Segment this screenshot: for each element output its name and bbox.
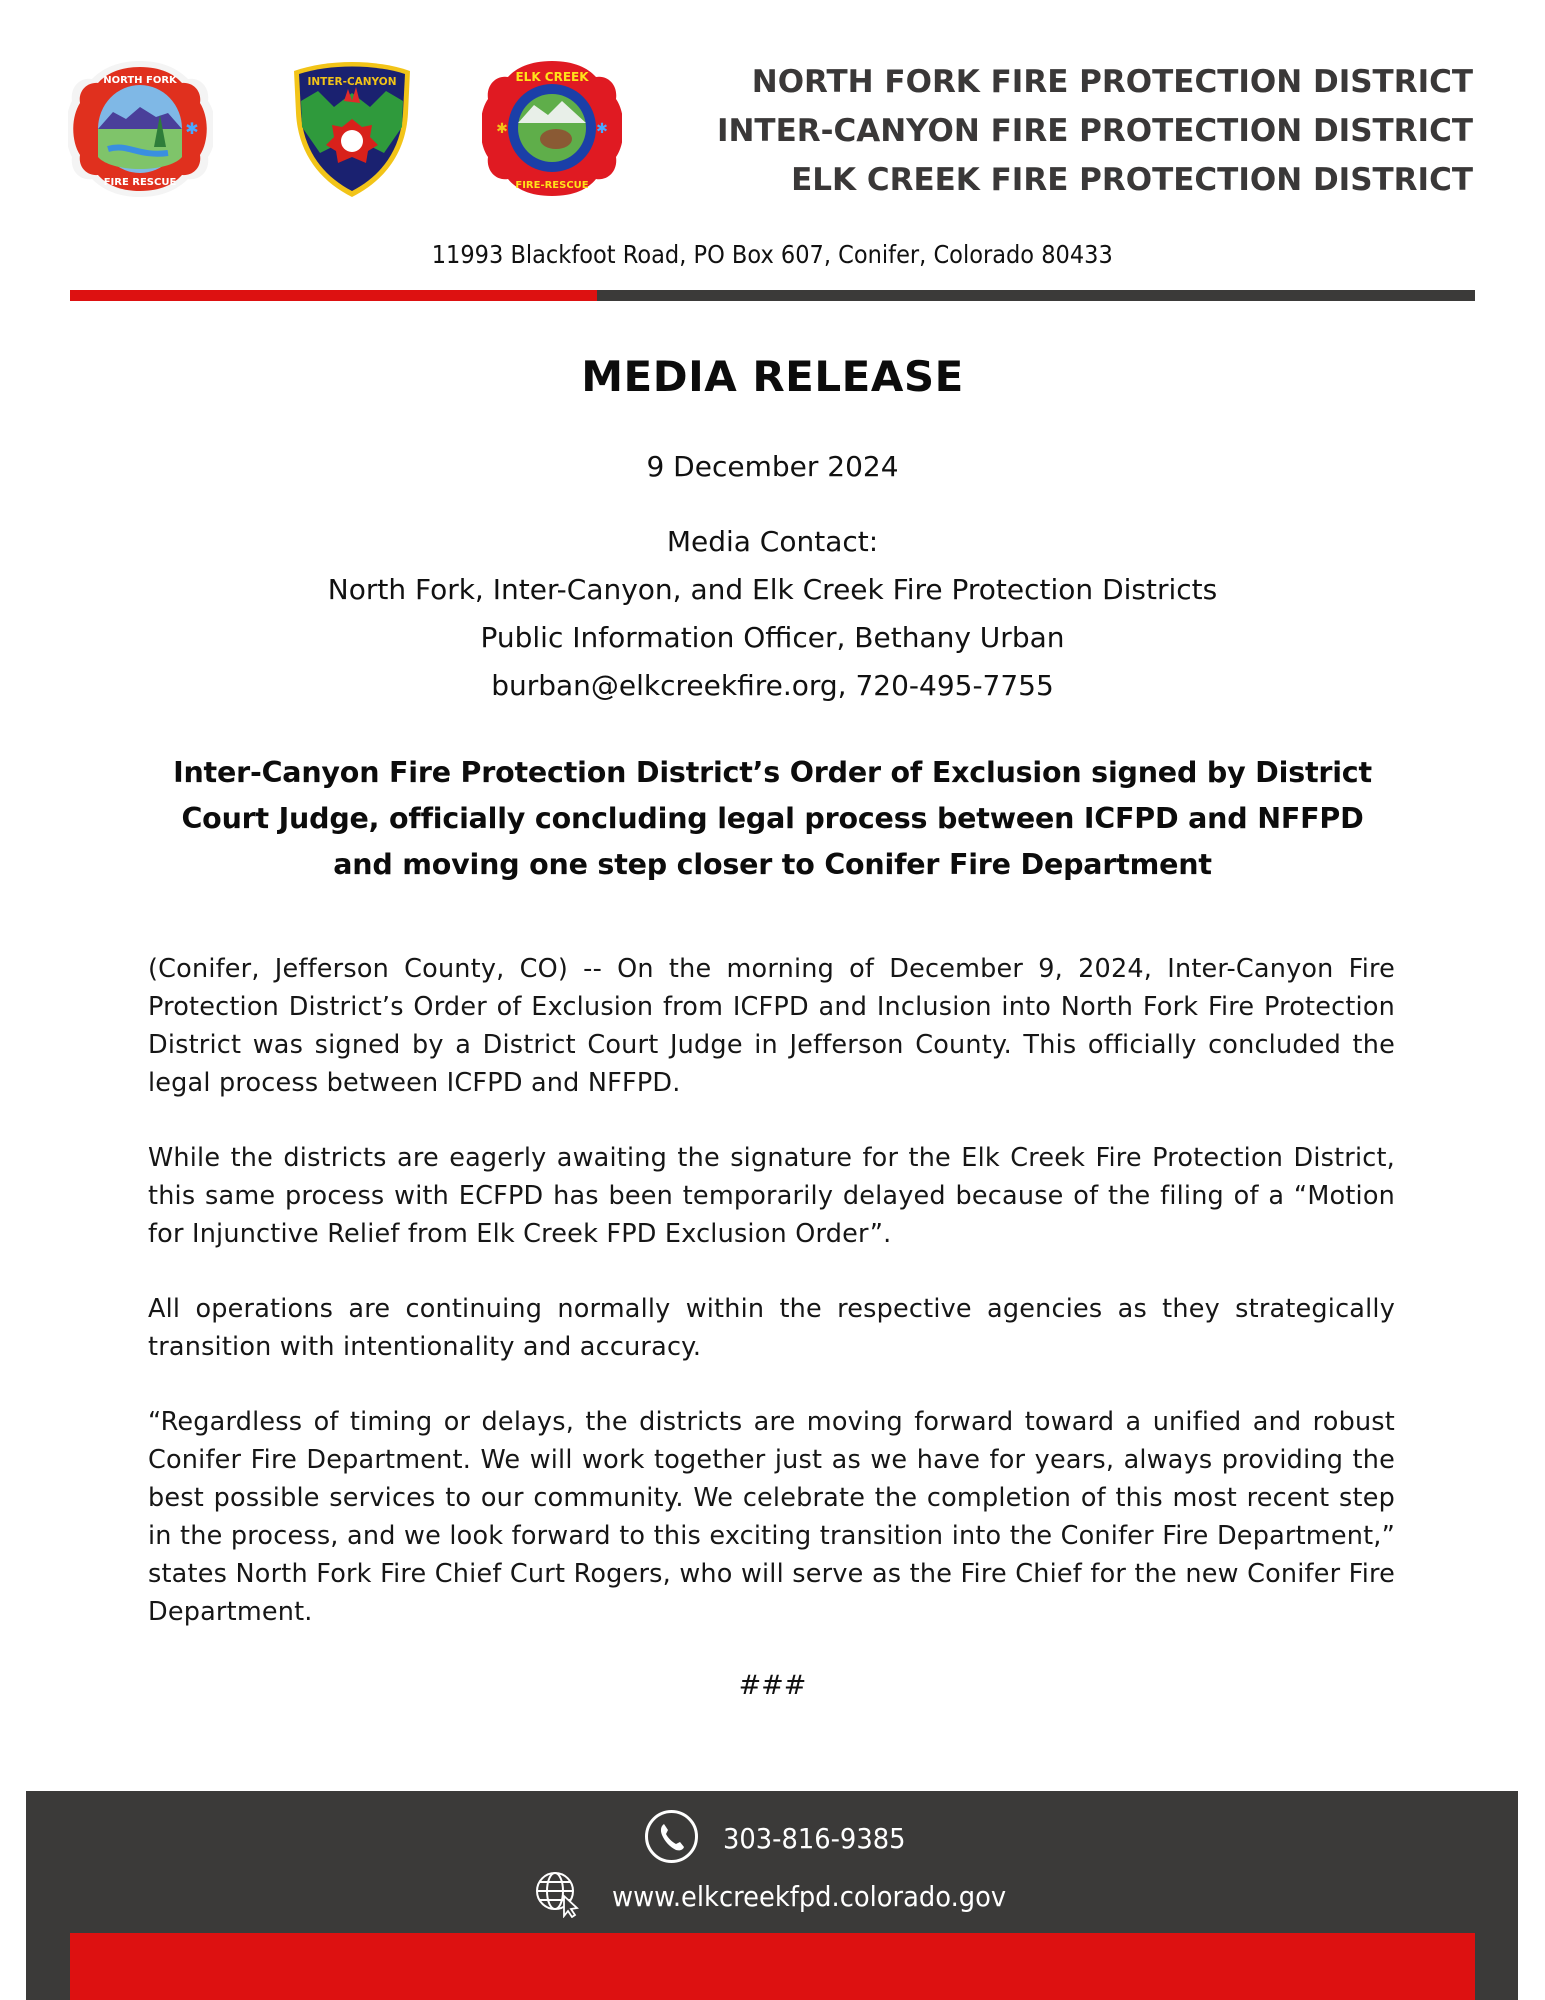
body-paragraph: All operations are continuing normally within the respective agencies as they strategically transition with intentionality and accuracy. <box>148 1294 1395 1362</box>
north-fork-logo <box>68 57 213 200</box>
svg-text:✱: ✱ <box>185 121 199 138</box>
svg-text:FIRE-RESCUE: FIRE-RESCUE <box>515 180 589 191</box>
elk-creek-logo <box>482 57 622 200</box>
mailing-address: 11993 Blackfoot Road, PO Box 607, Conifer, Colorado 80433 <box>431 240 1113 269</box>
page-title: MEDIA RELEASE <box>581 352 964 401</box>
media-contact-email-phone: burban@elkcreekfire.org, 720-495-7755 <box>491 669 1054 702</box>
footer-red-band <box>70 1933 1475 2000</box>
body-paragraph: (Conifer, Jefferson County, CO) -- On the morning of December 9, 2024, Inter-Canyon Fire Protection District’s Order of Exclusion from ICFPD and Inclusion into North Fork Fire Protection District was signed by a District Court Judge in Jefferson County. This officially concluded the legal process between ICFPD and NFFPD. <box>148 954 1395 1098</box>
svg-text:✱: ✱ <box>496 120 508 136</box>
district-name-inter-canyon: INTER-CANYON FIRE PROTECTION DISTRICT <box>716 113 1473 149</box>
footer-phone[interactable] <box>644 1809 921 1868</box>
body-paragraph: While the districts are eagerly awaiting the signature for the Elk Creek Fire Protection District, this same process with ECFPD has been temporarily delayed because of the filing of a “Motion for Injunctive Relief from Elk Creek FPD Exclusion Order”. <box>148 1143 1395 1249</box>
body-paragraph: “Regardless of timing or delays, the districts are moving forward toward a unified and robust Conifer Fire Department. We will work together just as we have for years, always providing the best possible services to our community. We celebrate the completion of this most recent step in the process, and we look forward to this exciting transition into the Conifer Fire Department,” states North Fork Fire Chief Curt Rogers, who will serve as the Fire Chief for the new Conifer Fire Department. <box>148 1407 1395 1627</box>
district-name-elk-creek: ELK CREEK FIRE PROTECTION DISTRICT <box>791 162 1473 198</box>
maltese-cross-badge-icon <box>68 57 213 200</box>
svg-text:✱: ✱ <box>596 120 608 136</box>
release-body <box>148 950 1395 1668</box>
svg-text:INTER-CANYON: INTER-CANYON <box>307 76 397 88</box>
end-mark: ### <box>738 1670 807 1701</box>
district-name-north-fork: NORTH FORK FIRE PROTECTION DISTRICT <box>751 64 1473 100</box>
district-names <box>717 58 1473 205</box>
media-contact-org: North Fork, Inter-Canyon, and Elk Creek Fire Protection Districts <box>327 573 1218 606</box>
header-divider-dark <box>597 290 1475 301</box>
maltese-cross-badge-icon <box>482 57 622 200</box>
release-date: 9 December 2024 <box>646 450 899 483</box>
header-divider-red <box>70 290 597 301</box>
svg-text:NORTH FORK: NORTH FORK <box>103 75 177 86</box>
media-contact <box>0 518 1545 710</box>
footer-phone-text: 303-816-9385 <box>723 1822 906 1855</box>
media-contact-label: Media Contact: <box>666 525 879 558</box>
footer-website[interactable] <box>534 1870 1040 1922</box>
release-headline: Inter-Canyon Fire Protection District’s Order of Exclusion signed by District Court Judge, officially concluding legal process between ICFPD and NFFPD and moving one step closer to Conifer Fire Department <box>173 756 1372 881</box>
svg-text:FIRE RESCUE: FIRE RESCUE <box>103 177 177 188</box>
phone-icon <box>644 1809 699 1868</box>
media-contact-officer: Public Information Officer, Bethany Urban <box>480 621 1065 654</box>
footer-website-text: www.elkcreekfpd.colorado.gov <box>612 1879 1007 1913</box>
svg-text:ELK CREEK: ELK CREEK <box>515 70 589 84</box>
shield-badge-icon <box>288 57 416 200</box>
globe-cursor-icon <box>534 1870 582 1922</box>
inter-canyon-logo <box>288 57 416 200</box>
